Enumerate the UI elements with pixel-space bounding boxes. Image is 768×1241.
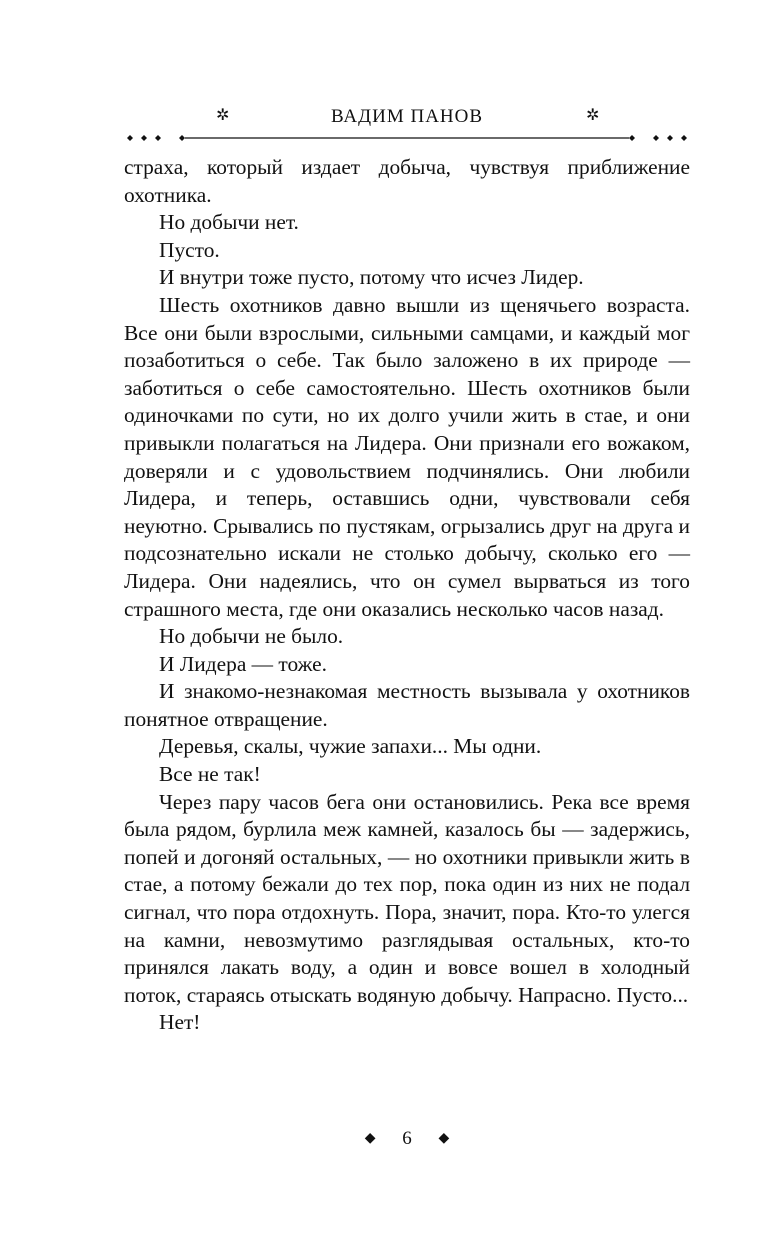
author-name: ВАДИМ ПАНОВ [330,106,484,127]
paragraph: Через пару часов бега они остановились. Река все время была рядом, бурлила меж камней, казалось бы — задержись, попей и догоняй остальных, — но охотники привыкли жить в стае, а потому бежали до тех пор, пока один из них не подал сигнал, что пора отдохнуть. Пора, значит, пора. Кто-то улегся на камни, невозмутимо разглядывая остальных, кто-то принялся лакать воду, а один и вовсе вошел в холодный поток, стараясь отыскать водяную добычу. Напрасно. Пусто... [124,789,690,1007]
asterisk-flower-icon: ✲ [216,107,230,124]
page-footer [124,1128,690,1156]
paragraph: И знакомо-незнакомая местность вызывала у охотников понятное отвращение. [124,679,690,731]
diamond-dotted-rule-icon [124,134,690,142]
paragraph: И внутри тоже пусто, потому что исчез Лидер. [159,265,584,290]
paragraph: Шесть охотников давно вышли из щенячьего возраста. Все они были взрослыми, сильными самцами, и каждый мог позаботиться о себе. Так было заложено в их природе — заботиться о себе самостоятельно. Шесть охотников были одиночками по сути, но их долго учили жить в стае, и они привыкли полагаться на Лидера. Они признали его вожаком, доверяли и с удовольствием подчинялись. Они любили Лидера, и теперь, оставшись одни, чувствовали себя неуютно. Срывались по пустякам, огрызались друг на друга и подсознательно искали не столько добычу, сколько его — Лидера. Они надеялись, что он сумел вырваться из того страшного места, где они оказались несколько часов назад. [124,292,690,621]
paragraph: Но добычи нет. [159,210,299,235]
paragraph: страха, который издает добыча, чувствуя приближение охотника. [124,155,690,207]
page-body [124,154,690,1037]
diamond-icon: ◆ [438,1131,450,1146]
paragraph: Нет! [159,1010,201,1035]
page-number: 6 [402,1128,412,1149]
diamond-icon: ◆ [364,1131,376,1146]
asterisk-flower-icon: ✲ [586,107,600,124]
paragraph: Но добычи не было. [159,624,344,649]
paragraph: Пусто. [159,237,220,262]
paragraph: И Лидера — тоже. [159,651,327,676]
running-header [124,104,690,144]
paragraph: Деревья, скалы, чужие запахи... Мы одни. [159,734,542,759]
paragraph: Все не так! [159,762,261,787]
